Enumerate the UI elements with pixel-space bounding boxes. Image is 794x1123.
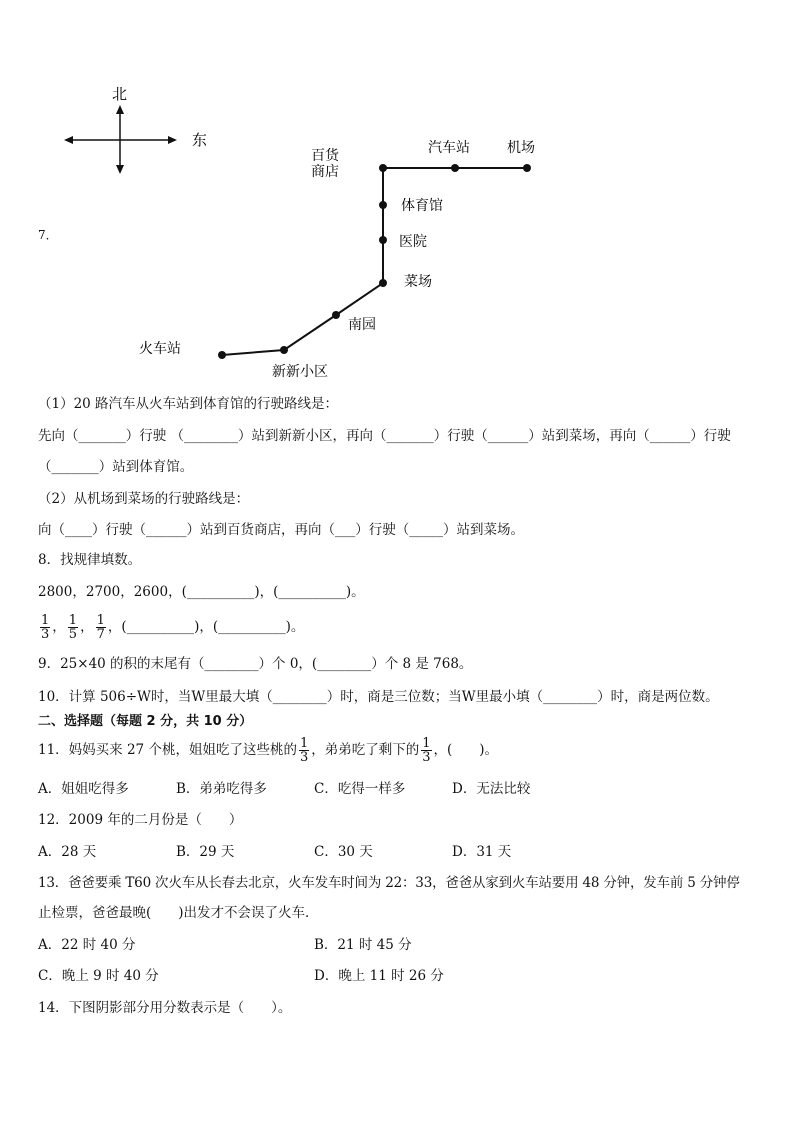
- q7-sub1-title: （1）20 路汽车从火车站到体育馆的行驶路线是：: [38, 396, 339, 412]
- q11-option-d[interactable]: D．无法比较: [452, 781, 531, 797]
- q13-option-d[interactable]: D．晚上 11 时 26 分: [314, 968, 444, 984]
- q8-title: 8．找规律填数。: [38, 552, 142, 568]
- q7-sub2-line: 向（____）行驶（______）站到百货商店，再向（___）行驶（_____）站到菜场。: [38, 522, 524, 538]
- station-dot-jichang: [523, 164, 531, 172]
- q10: 10．计算 506÷W时，当W里最大填（________）时，商是三位数；当W里最小填（________）时，商是两位数。: [38, 689, 719, 705]
- station-dot-qichezhan: [451, 164, 459, 172]
- q9: 9．25×40 的积的末尾有（________）个 0，(________）个 8 是 768。: [38, 656, 473, 672]
- station-dot-nanyuan: [332, 311, 340, 319]
- q8-frac-2: $\frac{1}{5}$: [68, 613, 78, 642]
- q11-option-c[interactable]: C．吃得一样多: [314, 781, 406, 797]
- q13-line2: 止检票，爸爸最晚( )出发才不会误了火车．: [38, 905, 319, 921]
- q7-number: 7．: [38, 228, 58, 242]
- route-map: [0, 0, 794, 390]
- q7-sub2-title: （2）从机场到菜场的行驶路线是：: [38, 491, 250, 507]
- station-label-tiyuguan: 体育馆: [401, 198, 443, 214]
- q13-line1: 13．爸爸要乘 T60 次火车从长春去北京，火车发车时间为 22：33，爸爸从家到火车站要用 48 分钟，发车前 5 分钟停: [38, 875, 740, 891]
- station-label-caichang: 菜场: [404, 274, 432, 290]
- q13-option-b[interactable]: B．21 时 45 分: [314, 937, 412, 953]
- q8-line2: $\frac{1}{3}$ ， $\frac{1}{5}$ ， $\frac{1}{7}$ ，(__________)，(__________)。: [41, 613, 305, 642]
- station-label-qichezhan: 汽车站: [428, 140, 470, 156]
- q11-frac-b: $\frac{1}{3}$: [422, 736, 431, 765]
- q8-frac-1: $\frac{1}{3}$: [41, 613, 50, 642]
- station-dot-huochezhan: [218, 351, 226, 359]
- q7-sub1-line1: 先向（_______）行驶 （________）站到新新小区，再向（_______）行驶（______）站到菜场，再向（______）行驶: [38, 428, 731, 444]
- station-dot-caichang: [379, 279, 387, 287]
- q11-option-b[interactable]: B．弟弟吃得多: [176, 781, 267, 797]
- station-dot-xinxin: [280, 346, 288, 354]
- station-label-xinxin: 新新小区: [272, 364, 328, 380]
- q13-option-c[interactable]: C．晚上 9 时 40 分: [38, 968, 159, 984]
- q12-option-b[interactable]: B．29 天: [176, 844, 235, 860]
- q12-option-a[interactable]: A．28 天: [38, 844, 97, 860]
- q12-option-c[interactable]: C．30 天: [314, 844, 373, 860]
- compass-east-label: 东: [192, 131, 208, 149]
- q8-line1: 2800，2700，2600，(__________)，(__________)。: [38, 584, 365, 600]
- section2-heading: 二、选择题（每题 2 分，共 10 分）: [38, 714, 253, 729]
- station-label-baihuo-2: 商店: [311, 164, 339, 180]
- q11-frac-a: $\frac{1}{3}$: [299, 736, 309, 765]
- q13-option-a[interactable]: A．22 时 40 分: [38, 937, 136, 953]
- station-label-nanyuan: 南园: [348, 317, 376, 333]
- q11-stem: 11．妈妈买来 27 个桃，姐姐吃了这些桃的 $\frac{1}{3}$ ，弟弟吃了剩下的 $\frac{1}{3}$ ，( )。: [38, 736, 499, 765]
- q8-line2-tail: ，(__________)，(__________)。: [107, 619, 305, 635]
- q12-stem: 12．2009 年的二月份是（ ）: [38, 812, 243, 828]
- q14-stem: 14．下图阴影部分用分数表示是（ ）。: [38, 1000, 292, 1016]
- station-label-yiyuan: 医院: [399, 234, 427, 250]
- station-dot-yiyuan: [379, 236, 387, 244]
- station-dot-tiyuguan: [379, 201, 387, 209]
- compass-north-label: 北: [112, 85, 128, 103]
- q12-option-d[interactable]: D．31 天: [452, 844, 512, 860]
- q11-option-a[interactable]: A．姐姐吃得多: [38, 781, 129, 797]
- station-label-jichang: 机场: [507, 140, 535, 156]
- q7-sub1-line2: （_______）站到体育馆。: [38, 459, 194, 475]
- q8-frac-3: $\frac{1}{7}$: [96, 613, 105, 642]
- station-label-huochezhan: 火车站: [139, 341, 181, 357]
- station-label-baihuo-1: 百货: [311, 148, 339, 164]
- compass-icon: [64, 105, 177, 174]
- station-dot-baihuo: [379, 164, 387, 172]
